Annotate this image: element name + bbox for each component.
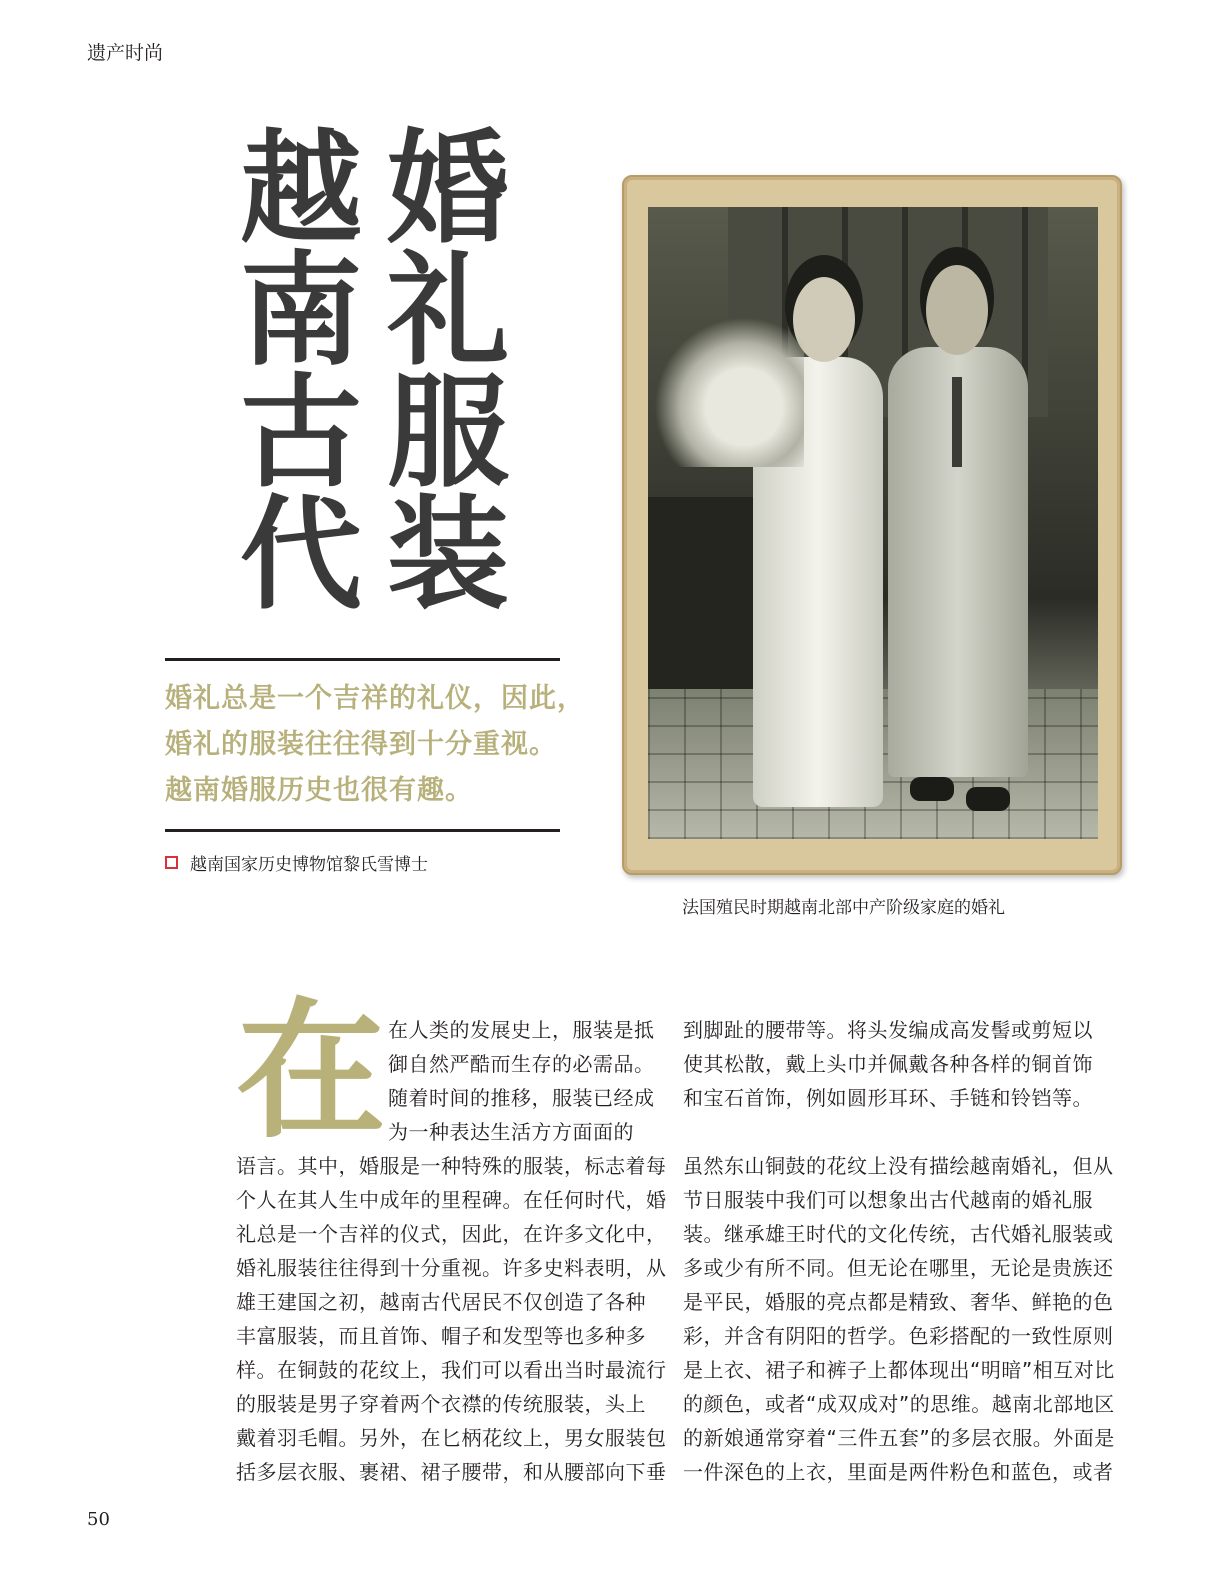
author-credit	[165, 850, 428, 875]
divider-bottom	[165, 829, 560, 832]
body-line: 随着时间的推移，服装已经成	[388, 1086, 655, 1110]
body-line: 的服装是男子穿着两个衣襟的传统服装，头上	[236, 1392, 646, 1416]
intro-line: 婚礼总是一个吉祥的礼仪，因此，	[165, 683, 585, 714]
title-column-right	[383, 118, 513, 626]
title-char: 代	[240, 484, 362, 626]
paragraph-gap	[683, 1115, 1113, 1149]
body-line: 语言。其中，婚服是一种特殊的服装，标志着每	[236, 1154, 667, 1178]
author-name: 越南国家历史博物馆黎氏雪博士	[190, 855, 428, 875]
body-line: 雄王建国之初，越南古代居民不仅创造了各种	[236, 1290, 646, 1314]
title-char: 礼	[387, 240, 509, 382]
body-line: 一件深色的上衣，里面是两件粉色和蓝色，或者	[683, 1460, 1114, 1484]
body-line: 和宝石首饰，例如圆形耳环、手链和铃铛等。	[683, 1086, 1093, 1110]
drop-cap: 在	[236, 985, 387, 1159]
title-char: 装	[387, 484, 509, 626]
square-marker-icon	[165, 856, 178, 869]
section-label: 遗产时尚	[87, 42, 164, 64]
body-line: 的新娘通常穿着“三件五套”的多层衣服。外面是	[683, 1426, 1115, 1450]
wedding-photo-frame	[622, 175, 1122, 875]
body-line: 括多层衣服、裹裙、裙子腰带，和从腰部向下垂	[236, 1460, 667, 1484]
body-column-1	[236, 1013, 667, 1489]
wedding-photo	[648, 207, 1098, 839]
body-line: 为一种表达生活方方面面的	[388, 1120, 634, 1144]
bouquet	[654, 317, 804, 467]
body-line: 在人类的发展史上，服装是抵	[388, 1018, 655, 1042]
intro-line: 婚礼的服装往往得到十分重视。	[165, 729, 557, 760]
groom-shoe	[910, 777, 954, 801]
photo-caption: 法国殖民时期越南北部中产阶级家庭的婚礼	[682, 898, 1005, 918]
title-char: 服	[387, 362, 509, 504]
groom-shoe	[966, 787, 1010, 811]
body-line: 戴着羽毛帽。另外，在匕柄花纹上，男女服装包	[236, 1426, 667, 1450]
body-line: 样。在铜鼓的花纹上，我们可以看出当时最流行	[236, 1358, 667, 1382]
body-line: 是上衣、裙子和裤子上都体现出“明暗”相互对比	[683, 1358, 1115, 1382]
body-line: 到脚趾的腰带等。将头发编成高发髻或剪短以	[683, 1018, 1093, 1042]
body-line: 的颜色，或者“成双成对”的思维。越南北部地区	[683, 1392, 1115, 1416]
body-line: 婚礼服装往往得到十分重视。许多史料表明，从	[236, 1256, 667, 1280]
body-line: 礼总是一个吉祥的仪式，因此，在许多文化中，	[236, 1222, 667, 1246]
title-column-left	[236, 118, 366, 626]
title-char: 古	[240, 362, 362, 504]
body-line: 使其松散，戴上头巾并佩戴各种各样的铜首饰	[683, 1052, 1093, 1076]
body-line: 是平民，婚服的亮点都是精致、奢华、鲜艳的色	[683, 1290, 1114, 1314]
body-column-2	[683, 1013, 1113, 1489]
body-line: 御自然严酷而生存的必需品。	[388, 1052, 655, 1076]
divider-top	[165, 658, 560, 661]
title-char: 婚	[387, 118, 509, 260]
intro-text	[165, 676, 585, 814]
groom-tie	[952, 377, 962, 467]
body-line: 彩，并含有阴阳的哲学。色彩搭配的一致性原则	[683, 1324, 1114, 1348]
page-number: 50	[87, 1509, 110, 1530]
body-line: 多或少有所不同。但无论在哪里，无论是贵族还	[683, 1256, 1114, 1280]
body-line: 个人在其人生中成年的里程碑。在任何时代，婚	[236, 1188, 667, 1212]
groom-head	[926, 265, 988, 355]
body-line: 虽然东山铜鼓的花纹上没有描绘越南婚礼，但从	[683, 1154, 1114, 1178]
title-char: 南	[240, 240, 362, 382]
title-char: 越	[240, 118, 362, 260]
intro-line: 越南婚服历史也很有趣。	[165, 775, 473, 806]
body-line: 丰富服装，而且首饰、帽子和发型等也多种多	[236, 1324, 646, 1348]
body-line: 节日服装中我们可以想象出古代越南的婚礼服	[683, 1188, 1093, 1212]
body-line: 装。继承雄王时代的文化传统，古代婚礼服装或	[683, 1222, 1114, 1246]
